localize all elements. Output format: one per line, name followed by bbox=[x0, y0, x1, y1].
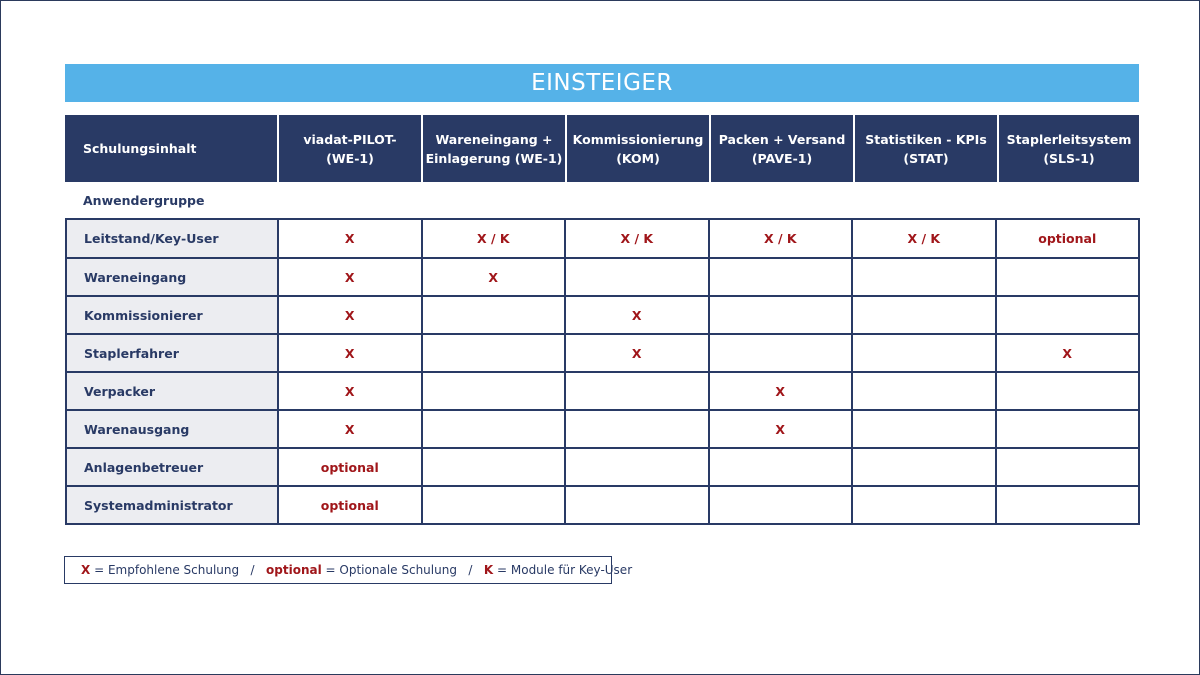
group-label: Anwendergruppe bbox=[83, 193, 205, 208]
table-cell: X bbox=[277, 373, 421, 409]
row-label: Verpacker bbox=[67, 373, 277, 409]
table-cell: X bbox=[277, 335, 421, 371]
table-cell: X bbox=[421, 259, 565, 295]
table-cell bbox=[564, 259, 708, 295]
table-row bbox=[67, 447, 1138, 485]
table-cell: X / K bbox=[564, 220, 708, 257]
row-label: Kommissionierer bbox=[67, 297, 277, 333]
header-col-statistiken: Statistiken - KPIs (STAT) bbox=[853, 115, 997, 182]
table-row bbox=[67, 220, 1138, 257]
legend bbox=[64, 556, 633, 584]
table-cell: X bbox=[277, 259, 421, 295]
row-label: Leitstand/Key-User bbox=[67, 220, 277, 257]
table-cell bbox=[995, 487, 1139, 523]
row-label: Anlagenbetreuer bbox=[67, 449, 277, 485]
table-cell: X bbox=[277, 297, 421, 333]
header-col-viadat-pilot: viadat-PILOT- (WE-1) bbox=[277, 115, 421, 182]
legend-x-key: X bbox=[81, 563, 91, 577]
table-cell bbox=[421, 335, 565, 371]
table-cell bbox=[708, 259, 852, 295]
table-row bbox=[67, 333, 1138, 371]
table-cell bbox=[851, 487, 995, 523]
table-cell: optional bbox=[995, 220, 1139, 257]
table-cell bbox=[851, 297, 995, 333]
header-col-kommissionierung: Kommissionierung (KOM) bbox=[565, 115, 709, 182]
table-cell bbox=[851, 335, 995, 371]
row-label: Systemadministrator bbox=[67, 487, 277, 523]
table-cell: X bbox=[277, 220, 421, 257]
table-row bbox=[67, 409, 1138, 447]
table-cell bbox=[564, 487, 708, 523]
table-row bbox=[67, 485, 1138, 523]
table-cell: X / K bbox=[851, 220, 995, 257]
legend-k-text: = Module für Key-User bbox=[493, 563, 633, 577]
table-cell bbox=[421, 487, 565, 523]
header-col-packen-versand: Packen + Versand (PAVE-1) bbox=[709, 115, 853, 182]
row-label: Warenausgang bbox=[67, 411, 277, 447]
table-cell bbox=[995, 411, 1139, 447]
table-cell bbox=[564, 449, 708, 485]
table-header bbox=[65, 115, 1139, 182]
training-matrix bbox=[65, 218, 1140, 525]
table-cell: X bbox=[708, 411, 852, 447]
table-cell bbox=[851, 259, 995, 295]
table-cell bbox=[851, 373, 995, 409]
table-cell bbox=[564, 411, 708, 447]
table-cell: X bbox=[564, 297, 708, 333]
header-col-wareneingang: Wareneingang + Einlagerung (WE-1) bbox=[421, 115, 565, 182]
table-cell bbox=[421, 373, 565, 409]
table-cell bbox=[421, 449, 565, 485]
table-row bbox=[67, 295, 1138, 333]
table-cell: optional bbox=[277, 449, 421, 485]
table-cell: X bbox=[708, 373, 852, 409]
table-cell bbox=[708, 449, 852, 485]
table-cell bbox=[708, 297, 852, 333]
table-cell: X bbox=[995, 335, 1139, 371]
legend-k-key: K bbox=[483, 563, 494, 577]
legend-optional-key: optional bbox=[266, 563, 322, 577]
table-cell: X / K bbox=[421, 220, 565, 257]
row-label: Staplerfahrer bbox=[67, 335, 277, 371]
table-cell: X bbox=[277, 411, 421, 447]
table-cell: X / K bbox=[708, 220, 852, 257]
page-title: EINSTEIGER bbox=[65, 64, 1139, 102]
table-cell bbox=[995, 373, 1139, 409]
header-col-staplerleitsystem: Staplerleitsystem (SLS-1) bbox=[997, 115, 1139, 182]
table-cell bbox=[851, 449, 995, 485]
table-row bbox=[67, 371, 1138, 409]
table-row bbox=[67, 257, 1138, 295]
row-label: Wareneingang bbox=[67, 259, 277, 295]
table-cell bbox=[995, 259, 1139, 295]
table-cell: optional bbox=[277, 487, 421, 523]
legend-optional-text: = Optionale Schulung / bbox=[321, 563, 484, 577]
table-cell bbox=[708, 335, 852, 371]
table-cell bbox=[708, 487, 852, 523]
table-cell bbox=[995, 297, 1139, 333]
header-schulungsinhalt: Schulungsinhalt bbox=[65, 115, 277, 182]
table-cell bbox=[564, 373, 708, 409]
table-cell bbox=[995, 449, 1139, 485]
table-cell bbox=[421, 411, 565, 447]
legend-x-text: = Empfohlene Schulung / bbox=[90, 563, 267, 577]
table-cell bbox=[851, 411, 995, 447]
table-cell: X bbox=[564, 335, 708, 371]
table-cell bbox=[421, 297, 565, 333]
